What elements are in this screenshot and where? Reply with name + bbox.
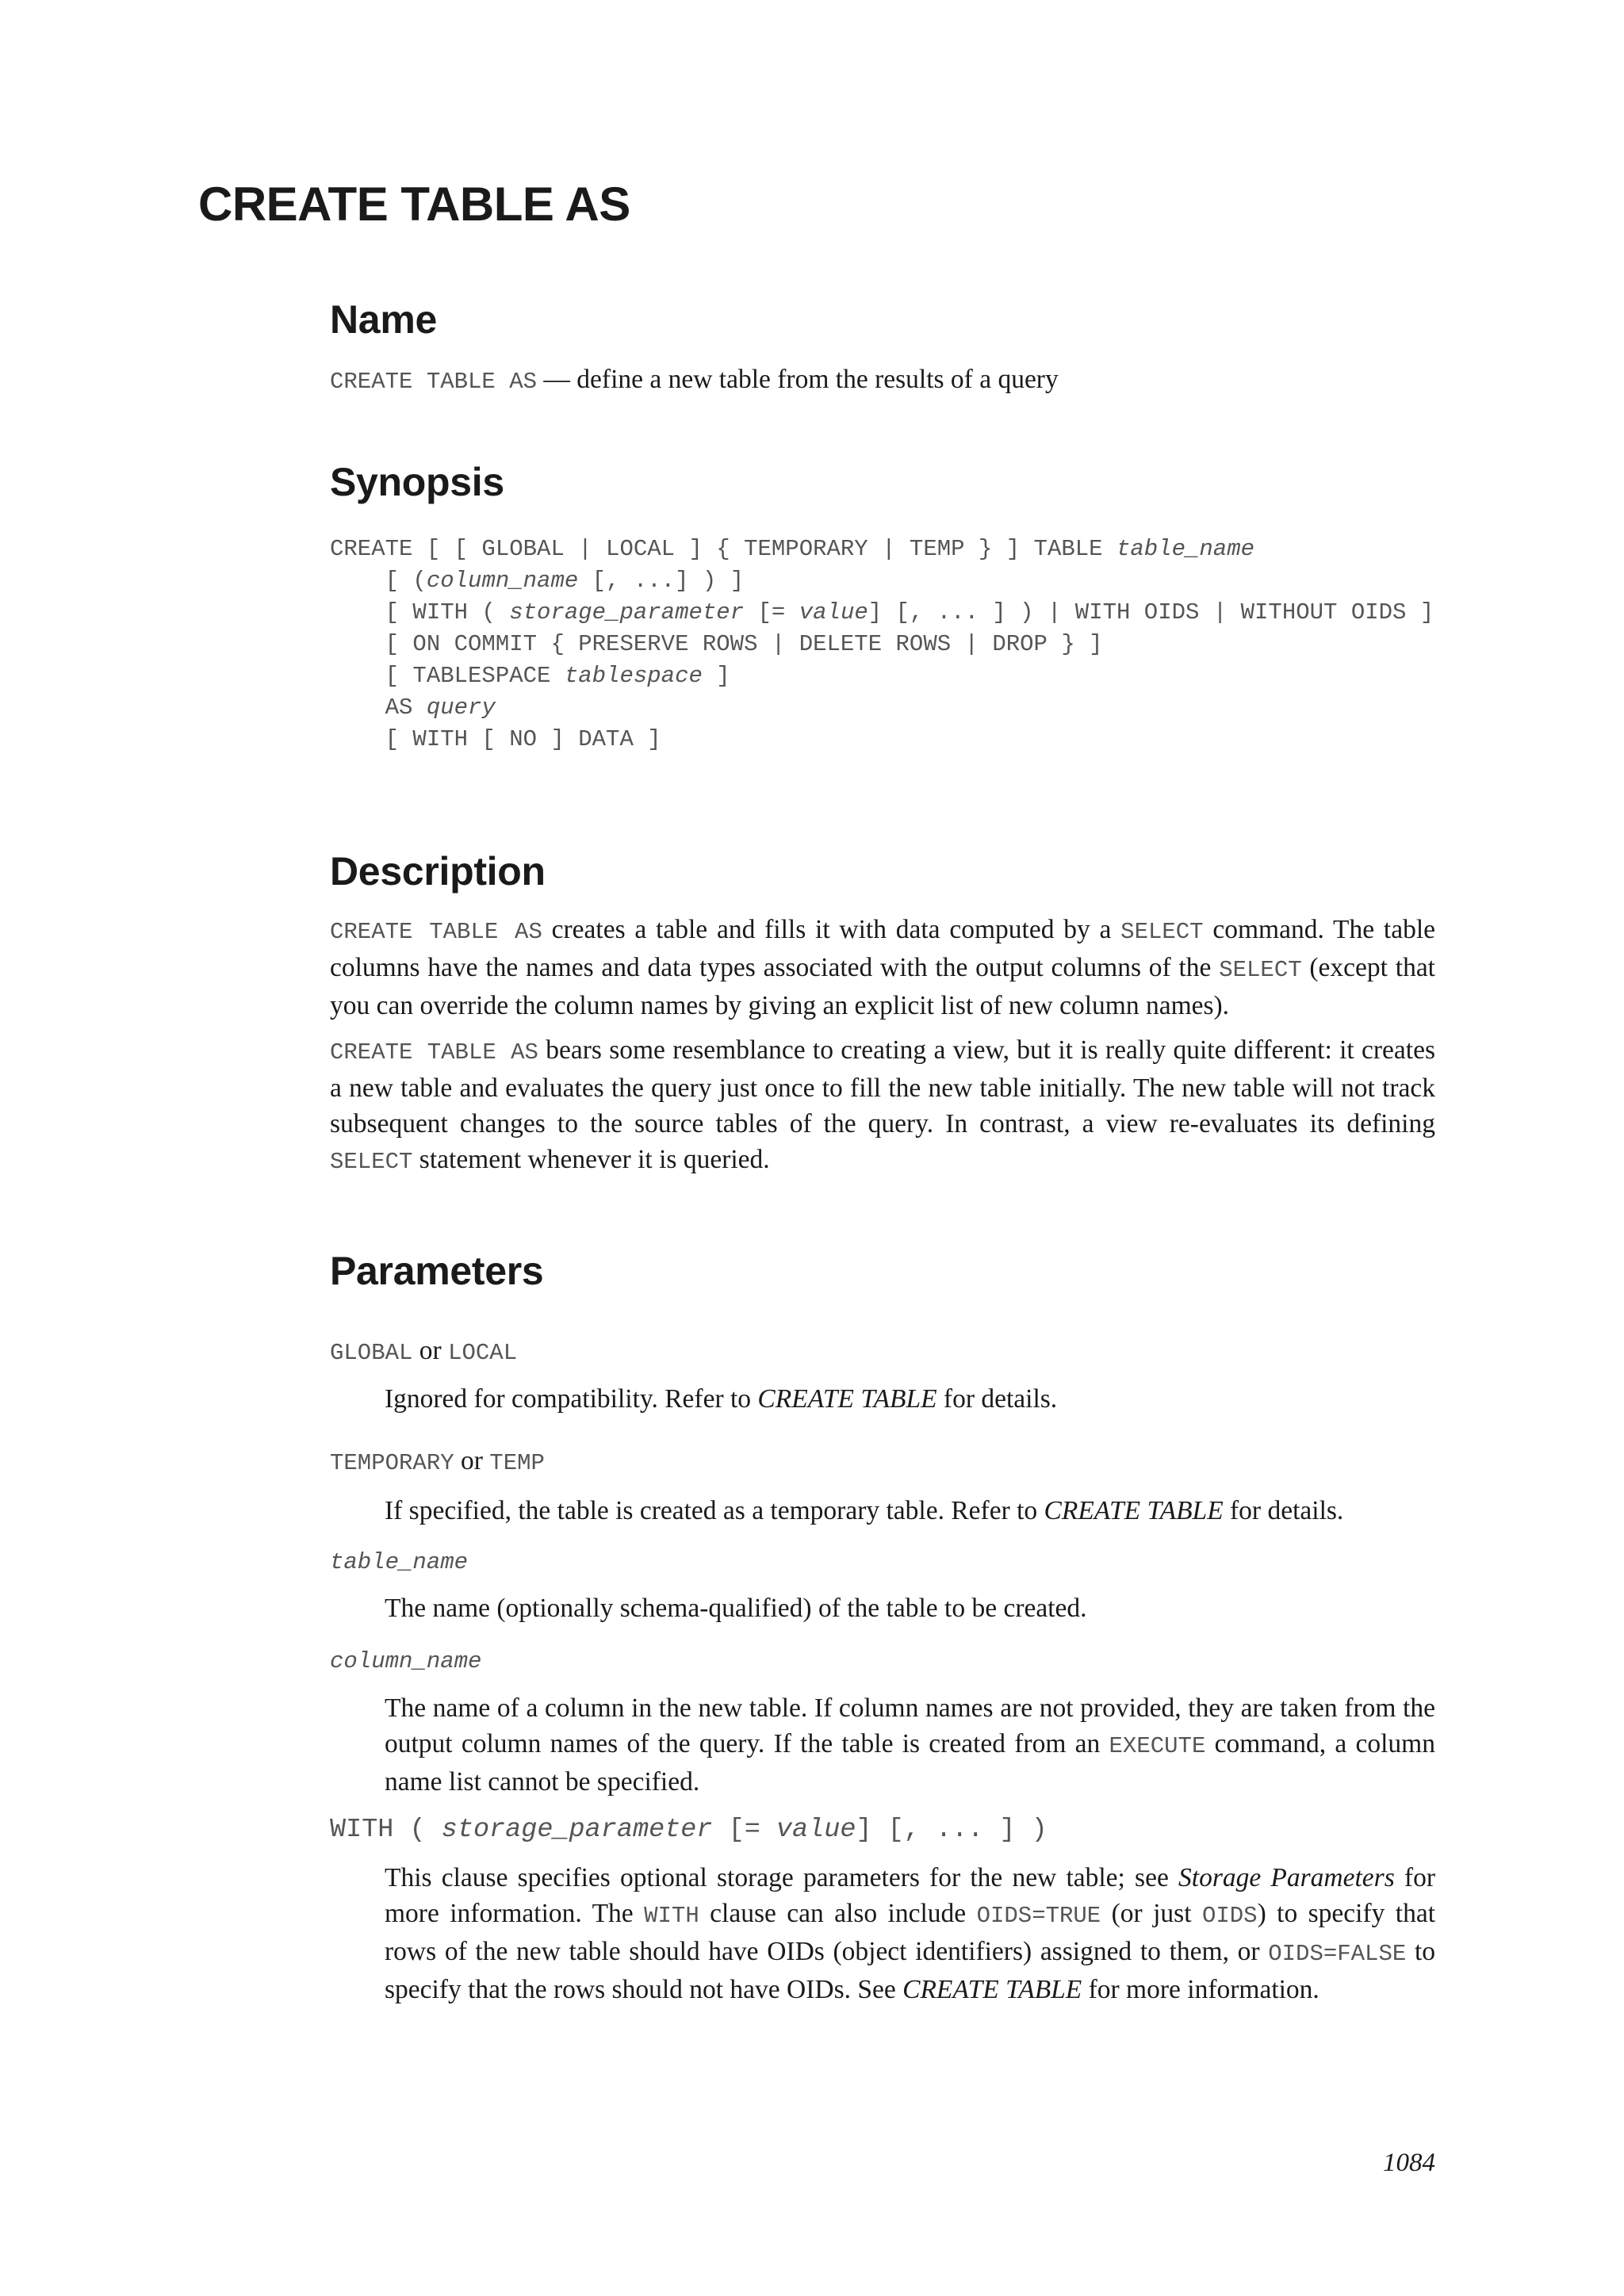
synopsis-text: [ ON COMMIT { PRESERVE ROWS | DELETE ROWS | DROP } ]	[330, 631, 1103, 657]
inline-code: SELECT	[1219, 957, 1302, 983]
cross-reference-link[interactable]: CREATE TABLE	[757, 1384, 937, 1414]
inline-code: ] [, ... ] )	[856, 1815, 1048, 1845]
synopsis-text: [ (	[330, 568, 427, 594]
body-text: for details.	[936, 1384, 1058, 1414]
body-text: for details.	[1223, 1496, 1344, 1525]
synopsis-arg: storage_parameter	[441, 1815, 713, 1845]
param-def-table-name	[385, 1590, 1435, 1626]
cross-reference-link[interactable]: CREATE TABLE	[1044, 1496, 1224, 1525]
synopsis-heading: Synopsis	[330, 460, 504, 504]
body-text: command. The table columns have the names and data types associated with the output columns of the	[330, 915, 1436, 982]
synopsis-text: AS	[330, 695, 427, 721]
body-text: creates a table and fills it with data computed by a	[542, 915, 1121, 944]
inline-code: GLOBAL	[330, 1340, 413, 1366]
synopsis-arg: storage_parameter	[509, 599, 745, 626]
description-paragraph-1	[330, 912, 1435, 1024]
cross-reference-link[interactable]: Storage Parameters	[1178, 1863, 1395, 1892]
inline-code: OIDS=TRUE	[976, 1903, 1101, 1929]
synopsis-text: CREATE [ [ GLOBAL | LOCAL ] { TEMPORARY | TEMP } ] TABLE	[330, 536, 1116, 562]
body-text: to specify that the rows should not have OIDs. See	[385, 1937, 1436, 2004]
body-text: or	[412, 1336, 449, 1365]
inline-code: SELECT	[1120, 919, 1204, 945]
inline-code: WITH	[644, 1903, 699, 1929]
param-term-global	[330, 1335, 517, 1369]
inline-code: OIDS	[1201, 1903, 1258, 1929]
synopsis-arg: column_name	[426, 568, 579, 594]
parameters-heading: Parameters	[330, 1249, 544, 1293]
inline-code: column_name	[330, 1648, 482, 1674]
body-text: bears some resemblance to creating a view, but it is really quite different: it creates a new table and evaluates the query just once to fill the new table initially. The new table will not track subsequent changes to the source tables of the query. In contrast, a view re-evaluates its defining	[330, 1035, 1435, 1138]
inline-code: WITH (	[330, 1815, 442, 1845]
synopsis-text: [ WITH [ NO ] DATA ]	[330, 726, 661, 752]
description-heading: Description	[330, 849, 546, 894]
inline-code: EXECUTE	[1109, 1733, 1206, 1759]
page-title: CREATE TABLE AS	[198, 178, 630, 231]
inline-code: OIDS=FALSE	[1268, 1941, 1407, 1967]
body-text: for more information.	[1082, 1975, 1320, 2004]
synopsis-arg: query	[426, 695, 496, 721]
synopsis-text: ]	[702, 663, 730, 689]
inline-code: [=	[712, 1815, 776, 1845]
name-heading: Name	[330, 297, 437, 342]
body-text: statement whenever it is queried.	[412, 1145, 770, 1174]
inline-code: TEMP	[489, 1450, 545, 1476]
body-text: clause can also include	[699, 1899, 977, 1928]
param-term-table-name	[330, 1544, 468, 1578]
body-text: The name (optionally schema-qualified) of the table to be created.	[385, 1594, 1087, 1623]
synopsis-line	[330, 660, 730, 692]
param-term-column-name	[330, 1644, 481, 1678]
body-text: for more information. The	[385, 1863, 1435, 1928]
command-summary: — define a new table from the results of a query	[543, 365, 1059, 394]
synopsis-line	[330, 629, 1103, 660]
body-text: command, a column name list cannot be specified.	[385, 1729, 1435, 1797]
page-number: 1084	[1383, 2149, 1435, 2177]
synopsis-arg: table_name	[1116, 536, 1254, 562]
synopsis-text: [=	[744, 599, 799, 626]
synopsis-arg: value	[776, 1815, 856, 1845]
param-def-column-name	[385, 1690, 1435, 1800]
inline-code: LOCAL	[448, 1340, 518, 1366]
description-paragraph-2	[330, 1032, 1435, 1180]
name-summary	[330, 362, 1435, 400]
param-def-with	[385, 1860, 1435, 2007]
inline-code: CREATE TABLE AS	[330, 1039, 538, 1066]
body-text: or	[454, 1446, 490, 1475]
synopsis-text: [ TABLESPACE	[330, 663, 565, 689]
param-def-global	[385, 1381, 1435, 1417]
inline-code: SELECT	[330, 1149, 413, 1175]
inline-code: TEMPORARY	[330, 1450, 454, 1476]
synopsis-line	[330, 565, 744, 597]
synopsis-line	[330, 724, 661, 756]
inline-code: CREATE TABLE AS	[330, 919, 542, 945]
synopsis-line	[330, 534, 1254, 565]
param-term-temporary	[330, 1445, 545, 1479]
synopsis-line	[330, 597, 1434, 629]
param-term-with	[330, 1814, 1048, 1846]
synopsis-text: [, ...] ) ]	[578, 568, 745, 594]
synopsis-text: ] [, ... ] ) | WITH OIDS | WITHOUT OIDS ]	[868, 599, 1434, 626]
body-text: This clause specifies optional storage parameters for the new table; see	[385, 1863, 1179, 1892]
body-text: The name of a column in the new table. If column names are not provided, they are taken from the output column names of the query. If the table is created from an	[385, 1693, 1435, 1758]
synopsis-line	[330, 692, 496, 724]
param-def-temporary	[385, 1493, 1435, 1529]
inline-code: table_name	[330, 1549, 469, 1575]
synopsis-arg: tablespace	[564, 663, 703, 689]
body-text: If specified, the table is created as a temporary table. Refer to	[385, 1496, 1044, 1525]
body-text: (or just	[1101, 1899, 1202, 1928]
synopsis-arg: value	[799, 599, 868, 626]
command-name: CREATE TABLE AS	[330, 369, 538, 395]
body-text: (except that you can override the column names by giving an explicit list of new column names).	[330, 953, 1435, 1020]
cross-reference-link[interactable]: CREATE TABLE	[902, 1975, 1082, 2004]
body-text: ) to specify that rows of the new table should have OIDs (object identifiers) assigned to them, or	[385, 1899, 1435, 1966]
body-text: Ignored for compatibility. Refer to	[385, 1384, 758, 1414]
synopsis-text: [ WITH (	[330, 599, 510, 626]
